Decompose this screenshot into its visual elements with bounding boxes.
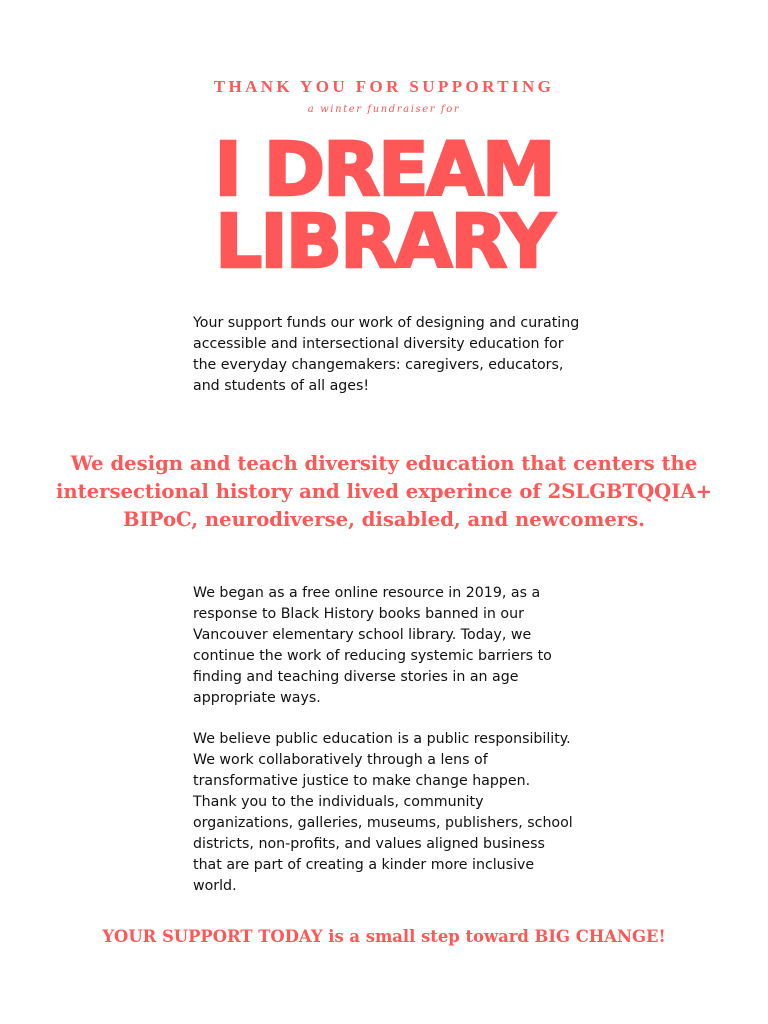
closing-callout: YOUR SUPPORT TODAY is a small step toward BIG CHANGE! [102, 927, 666, 946]
title-line-2: LIBRARY [215, 199, 553, 285]
intro-paragraph: Your support funds our work of designing and curating accessible and intersectional diversity education for the everyday changemakers: caregivers, educators, and students of all ages! [193, 315, 580, 394]
title-line-1: I DREAM [214, 127, 554, 213]
belief-paragraph: We believe public education is a public responsibility. We work collaboratively through a lens of transformative justice to make change happen. Thank you to the individuals, community organizations, galleries, museums, publishers, school districts, non-profits, and values aligned business that are part of creating a kinder more inclusive world. [193, 731, 573, 894]
fundraiser-subtitle: a winter fundraiser for [307, 104, 461, 115]
history-paragraph: We began as a free online resource in 2019, as a response to Black History books banned in our Vancouver elementary school library. Today, we continue the work of reducing systemic barriers to finding and teaching diverse stories in an age appropriate ways. [193, 585, 552, 706]
thank-you-kicker: THANK YOU FOR SUPPORTING [213, 77, 555, 96]
mission-statement: We design and teach diversity education that centers the intersectional history and lived experince of 2SLGBTQQIA+ BIPoC, neurodiverse, disabled, and newcomers. [55, 452, 713, 531]
